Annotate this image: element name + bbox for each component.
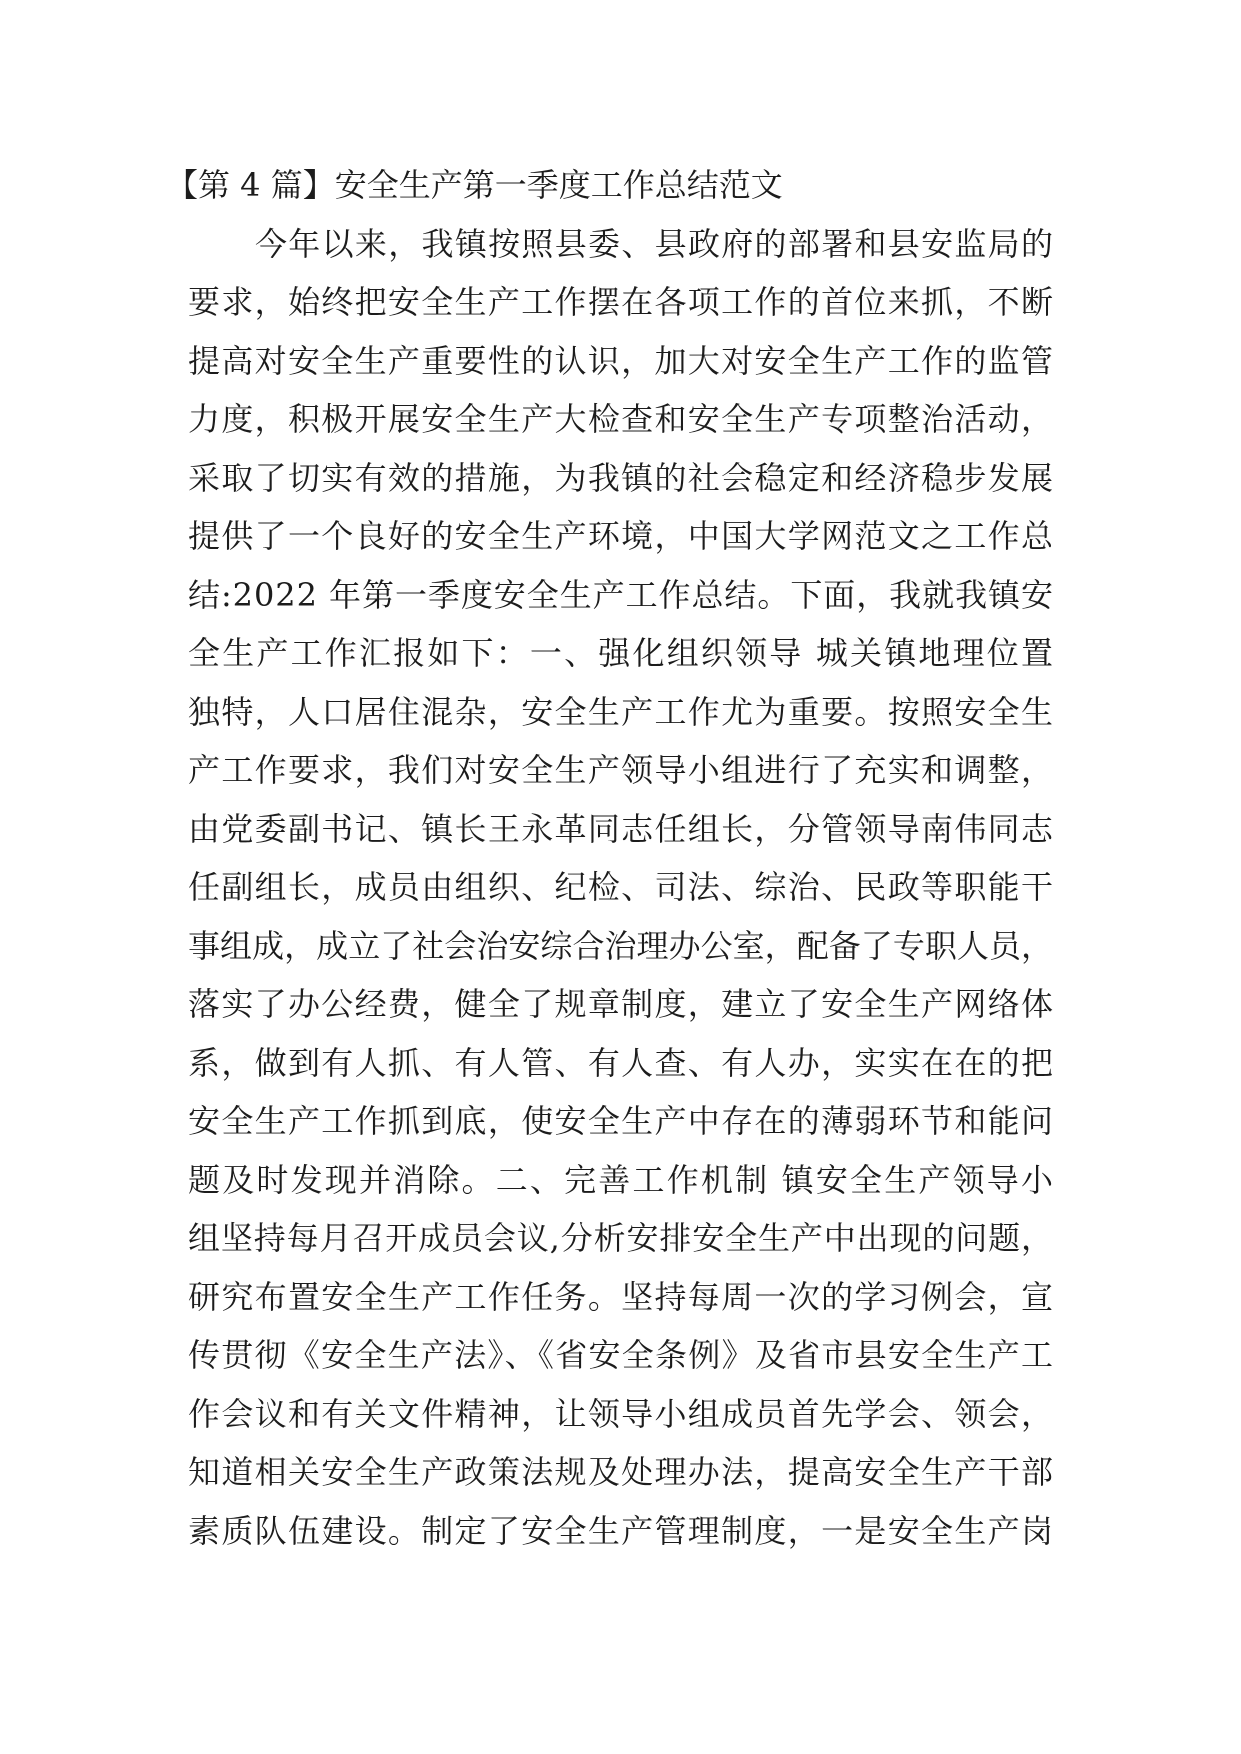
body-line: 任副组长，成员由组织、纪检、司法、综治、民政等职能干	[188, 868, 1055, 906]
body-line: 系，做到有人抓、有人管、有人查、有人办，实实在在的把	[188, 1043, 1055, 1082]
document-body	[188, 215, 1056, 1561]
body-line: 题及时发现并消除。二、完善工作机制 镇安全生产领导小	[188, 1160, 1056, 1199]
body-line: 结:2022 年第一季度安全生产工作总结。下面，我就我镇安	[188, 575, 1054, 614]
body-line: 独特，人口居住混杂，安全生产工作尤为重要。按照安全生	[188, 692, 1055, 731]
body-line: 产工作要求，我们对安全生产领导小组进行了充实和调整，	[188, 751, 1055, 789]
body-line: 落实了办公经费，健全了规章制度，建立了安全生产网络体	[188, 985, 1055, 1023]
body-line: 素质队伍建设。制定了安全生产管理制度，一是安全生产岗	[188, 1511, 1055, 1550]
body-line: 提供了一个良好的安全生产环境，中国大学网范文之工作总	[188, 517, 1055, 555]
document-title: 【第 4 篇】安全生产第一季度工作总结范文	[166, 166, 783, 204]
body-line: 安全生产工作抓到底，使安全生产中存在的薄弱环节和能问	[188, 1102, 1055, 1140]
body-line: 由党委副书记、镇长王永革同志任组长，分管领导南伟同志	[188, 809, 1055, 848]
body-line: 提高对安全生产重要性的认识，加大对安全生产工作的监管	[188, 341, 1055, 380]
body-line: 传贯彻《安全生产法》、《省安全条例》及省市县安全生产工	[188, 1336, 1055, 1374]
body-line: 今年以来，我镇按照县委、县政府的部署和县安监局的	[255, 224, 1055, 263]
body-line: 知道相关安全生产政策法规及处理办法，提高安全生产干部	[188, 1453, 1055, 1491]
body-line: 研究布置安全生产工作任务。坚持每周一次的学习例会，宣	[188, 1277, 1055, 1316]
body-line: 事组成，成立了社会治安综合治理办公室，配备了专职人员，	[188, 926, 1054, 965]
body-line: 力度，积极开展安全生产大检查和安全生产专项整治活动，	[188, 400, 1055, 438]
body-line: 采取了切实有效的措施，为我镇的社会稳定和经济稳步发展	[188, 458, 1055, 497]
body-line: 作会议和有关文件精神，让领导小组成员首先学会、领会，	[188, 1394, 1055, 1433]
body-line: 组坚持每月召开成员会议,分析安排安全生产中出现的问题，	[188, 1219, 1054, 1257]
body-line: 全生产工作汇报如下：一、强化组织领导 城关镇地理位置	[188, 634, 1056, 672]
body-line: 要求，始终把安全生产工作摆在各项工作的首位来抓，不断	[188, 283, 1055, 321]
